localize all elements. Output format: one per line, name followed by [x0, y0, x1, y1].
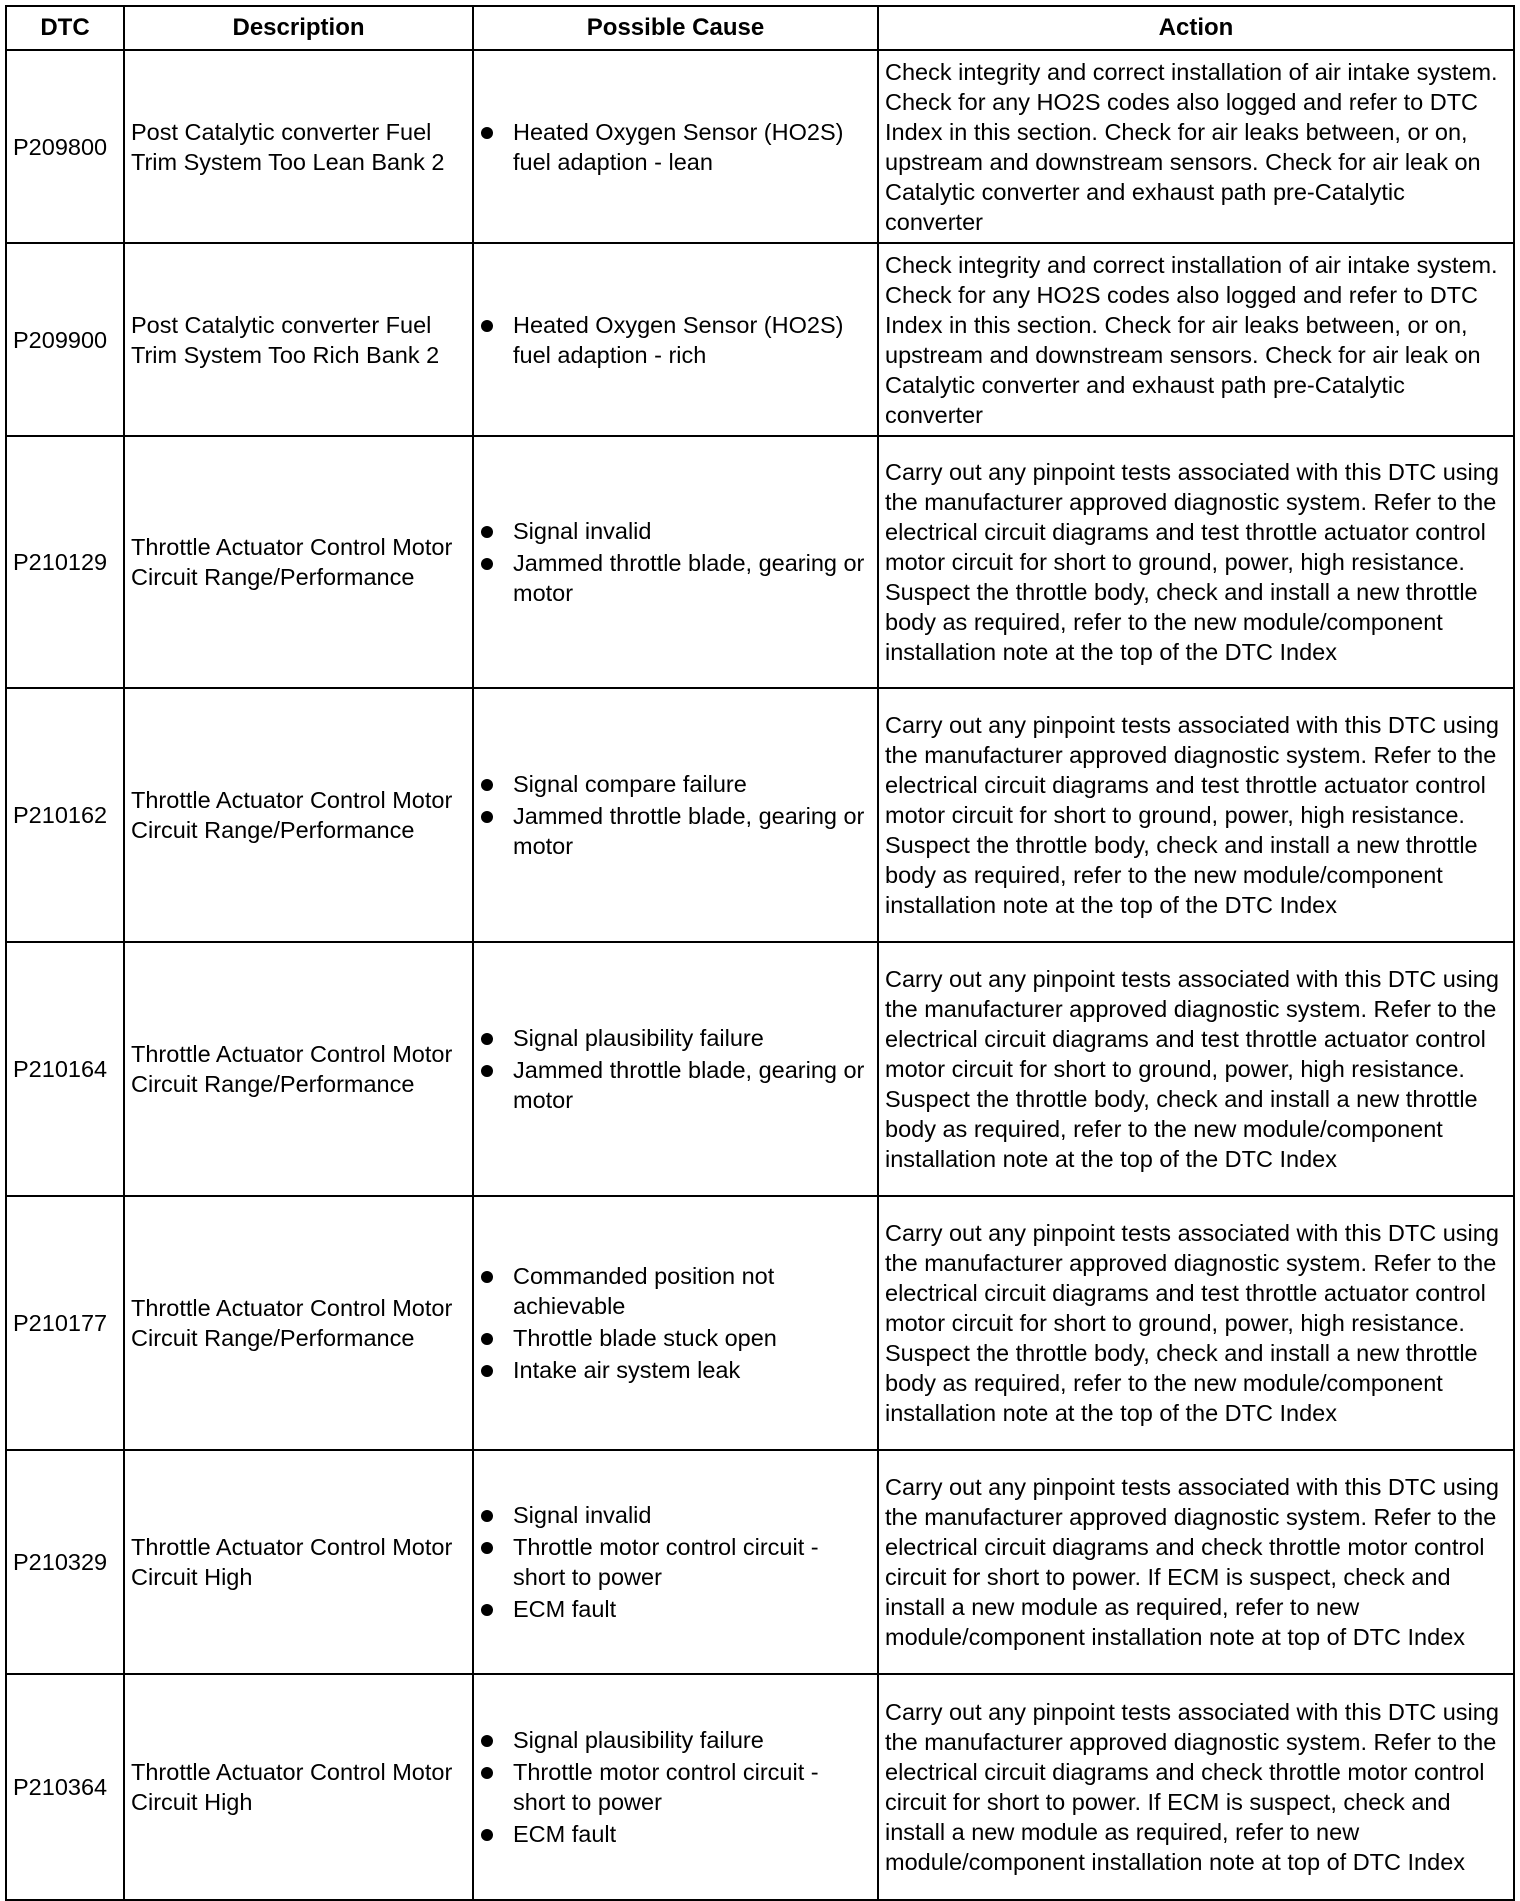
cause-item	[480, 310, 873, 370]
cause-item	[480, 769, 873, 799]
cause-item	[480, 1355, 873, 1385]
bullet-icon	[481, 1271, 493, 1283]
possible-cause-cell	[473, 1196, 878, 1450]
dtc-description: Throttle Actuator Control Motor Circuit High	[124, 1674, 473, 1900]
table-row	[6, 243, 1514, 436]
possible-cause-cell	[473, 1674, 878, 1900]
cause-text: Jammed throttle blade, gearing or motor	[513, 1057, 865, 1113]
cause-item	[480, 1023, 873, 1053]
cause-text: Commanded position not achievable	[513, 1263, 775, 1319]
bullet-icon	[481, 1510, 493, 1522]
header-possible-cause: Possible Cause	[473, 6, 878, 50]
cause-item	[480, 1500, 873, 1530]
dtc-description: Throttle Actuator Control Motor Circuit Range/Performance	[124, 942, 473, 1196]
table-row	[6, 50, 1514, 243]
possible-cause-cell	[473, 1450, 878, 1674]
cause-item	[480, 516, 873, 546]
possible-cause-cell	[473, 688, 878, 942]
cause-item	[480, 1757, 873, 1817]
cause-list	[480, 516, 873, 608]
dtc-description: Throttle Actuator Control Motor Circuit Range/Performance	[124, 688, 473, 942]
header-description: Description	[124, 6, 473, 50]
cause-item	[480, 1594, 873, 1624]
action-text: Carry out any pinpoint tests associated with this DTC using the manufacturer approved diagnostic system. Refer to the electrical circuit diagrams and check throttle motor control circuit for short to power. If ECM is suspect, check and install a new module as required, refer to new module/component installation note at top of DTC Index	[878, 1674, 1514, 1900]
header-dtc: DTC	[6, 6, 124, 50]
dtc-description: Post Catalytic converter Fuel Trim System Too Rich Bank 2	[124, 243, 473, 436]
cause-text: Signal invalid	[513, 1502, 652, 1528]
dtc-code: P210364	[6, 1674, 124, 1900]
bullet-icon	[481, 1065, 493, 1077]
cause-text: Throttle blade stuck open	[513, 1325, 777, 1351]
possible-cause-cell	[473, 50, 878, 243]
table-row	[6, 1450, 1514, 1674]
bullet-icon	[481, 811, 493, 823]
cause-list	[480, 310, 873, 370]
dtc-code: P210329	[6, 1450, 124, 1674]
cause-text: ECM fault	[513, 1821, 617, 1847]
dtc-code: P210164	[6, 942, 124, 1196]
cause-text: Throttle motor control circuit - short to power	[513, 1759, 819, 1815]
bullet-icon	[481, 320, 493, 332]
cause-text: ECM fault	[513, 1596, 617, 1622]
action-text: Carry out any pinpoint tests associated with this DTC using the manufacturer approved diagnostic system. Refer to the electrical circuit diagrams and check throttle motor control circuit for short to power. If ECM is suspect, check and install a new module as required, refer to new module/component installation note at top of DTC Index	[878, 1450, 1514, 1674]
possible-cause-cell	[473, 942, 878, 1196]
action-text: Carry out any pinpoint tests associated with this DTC using the manufacturer approved diagnostic system. Refer to the electrical circuit diagrams and test throttle actuator control motor circuit for short to ground, power, high resistance. Suspect the throttle body, check and install a new throttle body as required, refer to the new module/component installation note at the top of the DTC Index	[878, 436, 1514, 688]
cause-item	[480, 1532, 873, 1592]
table-row	[6, 688, 1514, 942]
cause-item	[480, 1055, 873, 1115]
table-row	[6, 436, 1514, 688]
action-text: Check integrity and correct installation of air intake system. Check for any HO2S codes also logged and refer to DTC Index in this section. Check for air leaks between, or on, upstream and downstream sensors. Check for air leak on Catalytic converter and exhaust path pre-Catalytic converter	[878, 50, 1514, 243]
bullet-icon	[481, 1735, 493, 1747]
action-text: Carry out any pinpoint tests associated with this DTC using the manufacturer approved diagnostic system. Refer to the electrical circuit diagrams and test throttle actuator control motor circuit for short to ground, power, high resistance. Suspect the throttle body, check and install a new throttle body as required, refer to the new module/component installation note at the top of the DTC Index	[878, 688, 1514, 942]
table-row	[6, 1196, 1514, 1450]
cause-item	[480, 1819, 873, 1849]
cause-text: Intake air system leak	[513, 1357, 741, 1383]
bullet-icon	[481, 1604, 493, 1616]
cause-item	[480, 1725, 873, 1755]
cause-text: Signal plausibility failure	[513, 1727, 764, 1753]
bullet-icon	[481, 1033, 493, 1045]
bullet-icon	[481, 127, 493, 139]
dtc-code: P210129	[6, 436, 124, 688]
dtc-code: P210177	[6, 1196, 124, 1450]
cause-list	[480, 1023, 873, 1115]
bullet-icon	[481, 1542, 493, 1554]
cause-list	[480, 1500, 873, 1624]
cause-text: Jammed throttle blade, gearing or motor	[513, 803, 865, 859]
cause-list	[480, 117, 873, 177]
bullet-icon	[481, 779, 493, 791]
cause-text: Throttle motor control circuit - short to power	[513, 1534, 819, 1590]
bullet-icon	[481, 1767, 493, 1779]
table-row	[6, 942, 1514, 1196]
header-action: Action	[878, 6, 1514, 50]
cause-text: Jammed throttle blade, gearing or motor	[513, 550, 865, 606]
cause-item	[480, 1323, 873, 1353]
cause-list	[480, 1725, 873, 1849]
possible-cause-cell	[473, 243, 878, 436]
dtc-description: Throttle Actuator Control Motor Circuit Range/Performance	[124, 1196, 473, 1450]
dtc-description: Post Catalytic converter Fuel Trim System Too Lean Bank 2	[124, 50, 473, 243]
table-header-row	[6, 6, 1514, 50]
cause-item	[480, 548, 873, 608]
possible-cause-cell	[473, 436, 878, 688]
action-text: Check integrity and correct installation of air intake system. Check for any HO2S codes also logged and refer to DTC Index in this section. Check for air leaks between, or on, upstream and downstream sensors. Check for air leak on Catalytic converter and exhaust path pre-Catalytic converter	[878, 243, 1514, 436]
cause-text: Heated Oxygen Sensor (HO2S) fuel adaption - lean	[513, 118, 844, 175]
cause-text: Heated Oxygen Sensor (HO2S) fuel adaption - rich	[513, 311, 844, 368]
cause-item	[480, 117, 873, 177]
bullet-icon	[481, 1365, 493, 1377]
action-text: Carry out any pinpoint tests associated with this DTC using the manufacturer approved diagnostic system. Refer to the electrical circuit diagrams and test throttle actuator control motor circuit for short to ground, power, high resistance. Suspect the throttle body, check and install a new throttle body as required, refer to the new module/component installation note at the top of the DTC Index	[878, 942, 1514, 1196]
dtc-code: P209800	[6, 50, 124, 243]
cause-text: Signal invalid	[513, 518, 652, 544]
dtc-description: Throttle Actuator Control Motor Circuit Range/Performance	[124, 436, 473, 688]
action-text: Carry out any pinpoint tests associated with this DTC using the manufacturer approved diagnostic system. Refer to the electrical circuit diagrams and test throttle actuator control motor circuit for short to ground, power, high resistance. Suspect the throttle body, check and install a new throttle body as required, refer to the new module/component installation note at the top of the DTC Index	[878, 1196, 1514, 1450]
dtc-code: P209900	[6, 243, 124, 436]
bullet-icon	[481, 558, 493, 570]
dtc-code: P210162	[6, 688, 124, 942]
bullet-icon	[481, 1333, 493, 1345]
dtc-table	[5, 5, 1515, 1901]
bullet-icon	[481, 1829, 493, 1841]
cause-text: Signal plausibility failure	[513, 1025, 764, 1051]
table-row	[6, 1674, 1514, 1900]
cause-item	[480, 1261, 873, 1321]
dtc-description: Throttle Actuator Control Motor Circuit High	[124, 1450, 473, 1674]
bullet-icon	[481, 526, 493, 538]
cause-text: Signal compare failure	[513, 771, 747, 797]
cause-list	[480, 1261, 873, 1385]
cause-item	[480, 801, 873, 861]
cause-list	[480, 769, 873, 861]
